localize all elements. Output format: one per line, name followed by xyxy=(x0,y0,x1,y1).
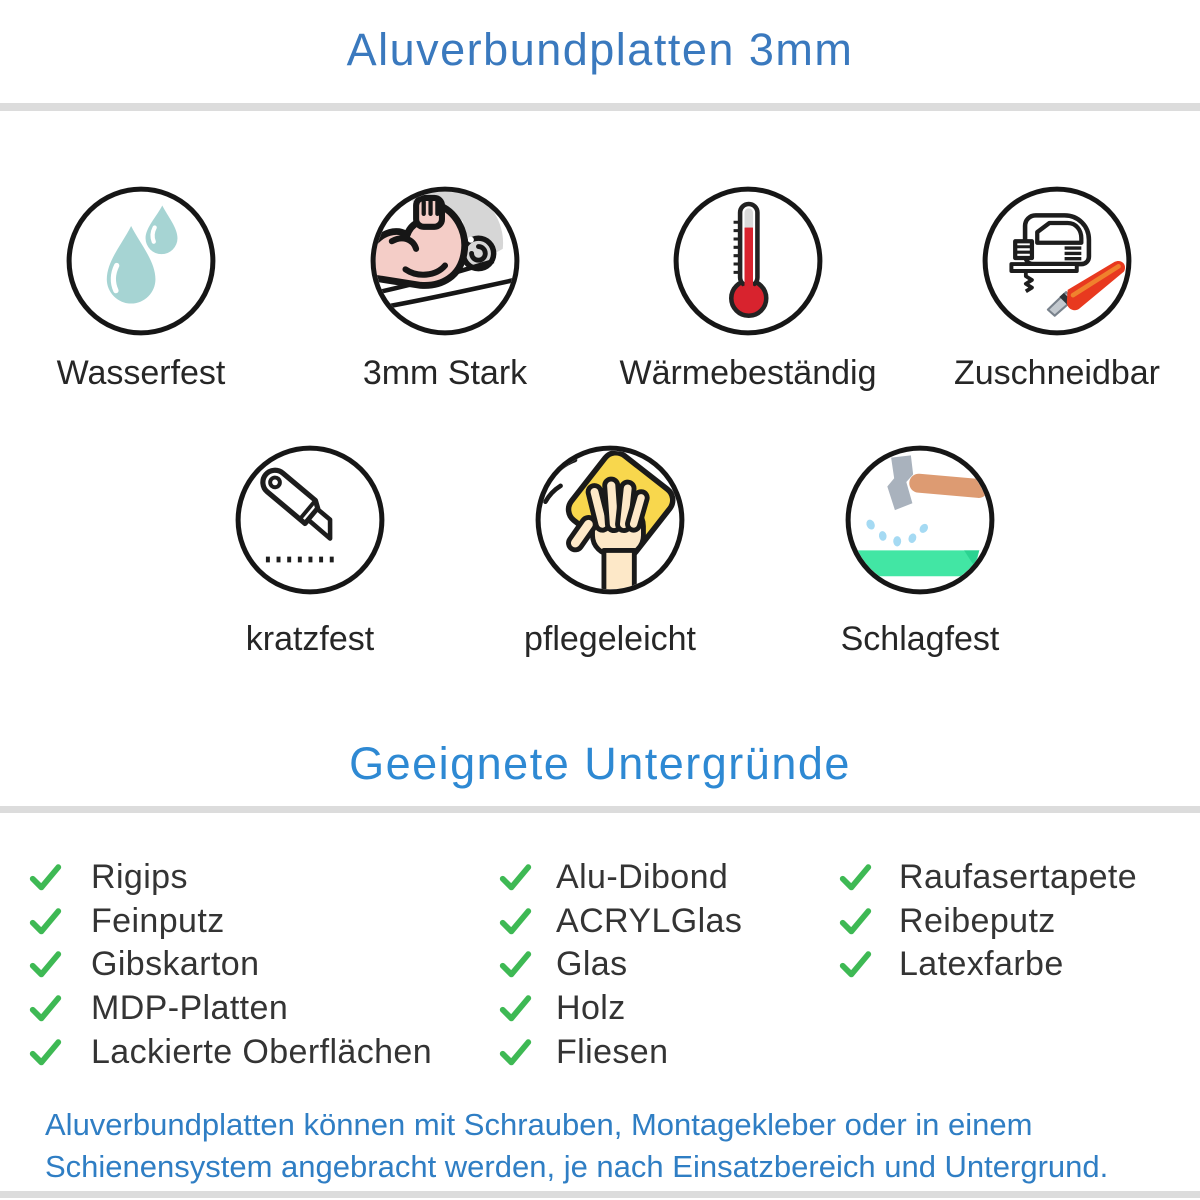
list-item xyxy=(27,1030,432,1074)
divider-top xyxy=(0,103,1200,111)
substrate-label: Latexfarbe xyxy=(899,945,1064,984)
check-icon xyxy=(497,948,534,981)
jigsaw-knife-icon xyxy=(981,185,1133,337)
utility-knife-icon xyxy=(234,444,386,596)
list-item xyxy=(497,943,742,987)
check-icon xyxy=(837,905,874,938)
substrate-label: Fliesen xyxy=(556,1032,669,1071)
divider-middle xyxy=(0,806,1200,813)
feature-label: Zuschneidbar xyxy=(953,354,1160,392)
substrate-label: Reibeputz xyxy=(899,901,1056,940)
check-icon xyxy=(837,948,874,981)
substrate-column-1 xyxy=(27,856,432,1074)
check-icon xyxy=(497,1036,534,1069)
list-item xyxy=(497,856,742,900)
substrate-label: Lackierte Oberflächen xyxy=(91,1032,433,1071)
mounting-note-line1: Aluverbundplatten können mit Schrauben, Montagekleber oder in einem xyxy=(45,1107,1033,1142)
mounting-note xyxy=(45,1104,1108,1188)
page-title: Aluverbundplatten 3mm xyxy=(346,24,854,75)
check-icon xyxy=(497,905,534,938)
substrate-column-3 xyxy=(837,856,1137,987)
feature-pflegeleicht xyxy=(470,444,750,659)
substrate-label: Holz xyxy=(556,989,626,1028)
substrate-label: MDP-Platten xyxy=(91,989,289,1028)
substrate-label: Raufasertapete xyxy=(899,858,1138,897)
check-icon xyxy=(27,1036,64,1069)
feature-label: kratzfest xyxy=(245,620,375,658)
list-item xyxy=(837,943,1137,987)
list-item xyxy=(837,856,1137,900)
check-icon xyxy=(27,861,64,894)
check-icon xyxy=(497,992,534,1025)
feature-label: 3mm Stark xyxy=(362,354,528,392)
substrate-column-2 xyxy=(497,856,742,1074)
list-item xyxy=(27,987,432,1031)
list-item xyxy=(27,943,432,987)
water-drops-icon xyxy=(65,185,217,337)
feature-label: Wärmebeständig xyxy=(619,354,877,392)
hammer-impact-icon xyxy=(844,444,996,596)
check-icon xyxy=(27,948,64,981)
divider-bottom xyxy=(0,1191,1200,1198)
substrate-label: Gibskarton xyxy=(91,945,260,984)
list-item xyxy=(837,900,1137,944)
list-item xyxy=(497,1030,742,1074)
feature-waermebestaendig xyxy=(608,185,888,393)
feature-label: pflegeleicht xyxy=(523,620,696,658)
feature-3mm-stark xyxy=(305,185,585,393)
mounting-note-line2: Schienensystem angebracht werden, je nach Einsatzbereich und Untergrund. xyxy=(45,1149,1109,1184)
feature-wasserfest xyxy=(1,185,281,393)
check-icon xyxy=(497,861,534,894)
feature-label: Schlagfest xyxy=(840,620,1000,658)
substrate-label: ACRYLGlas xyxy=(556,901,743,940)
list-item xyxy=(27,856,432,900)
substrate-label: Feinputz xyxy=(91,901,225,940)
check-icon xyxy=(27,905,64,938)
check-icon xyxy=(837,861,874,894)
section-title-untergruende: Geeignete Untergründe xyxy=(349,738,851,789)
check-icon xyxy=(27,992,64,1025)
substrate-label: Rigips xyxy=(91,858,188,897)
feature-schlagfest xyxy=(780,444,1060,659)
feature-label: Wasserfest xyxy=(56,354,226,392)
substrate-label: Glas xyxy=(556,945,628,984)
cleaning-hand-cloth-icon xyxy=(534,444,686,596)
list-item xyxy=(27,900,432,944)
substrate-label: Alu-Dibond xyxy=(556,858,729,897)
feature-kratzfest xyxy=(170,444,450,659)
flexed-arm-panel-icon xyxy=(369,185,521,337)
thermometer-icon xyxy=(672,185,824,337)
list-item xyxy=(497,900,742,944)
feature-zuschneidbar xyxy=(917,185,1197,393)
list-item xyxy=(497,987,742,1031)
